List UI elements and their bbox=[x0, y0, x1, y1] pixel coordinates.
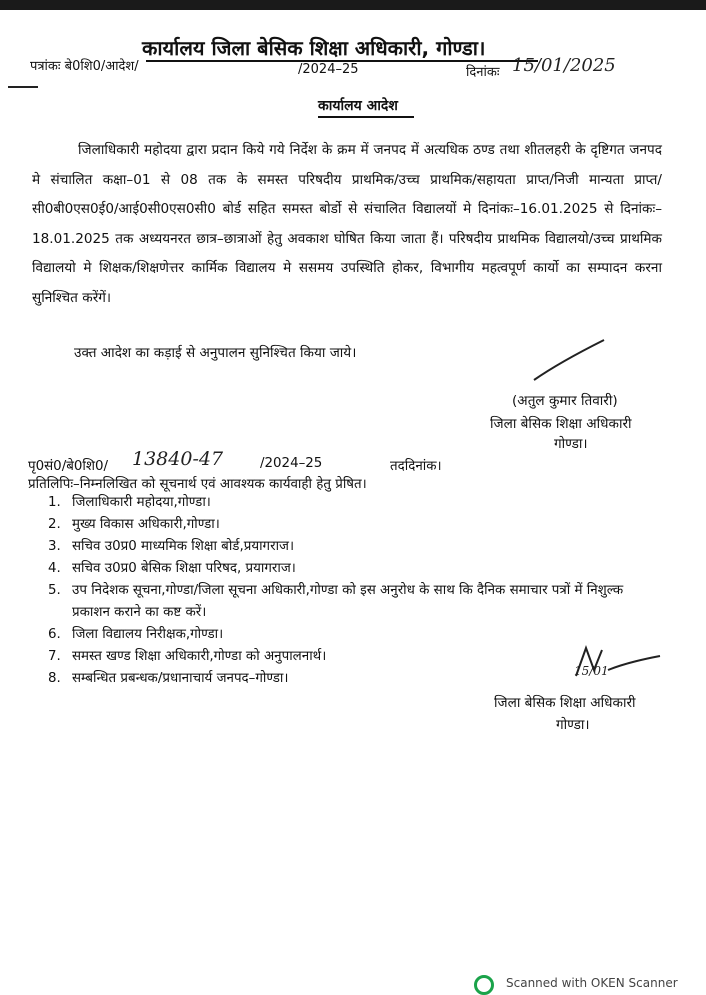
session-label: /2024–25 bbox=[298, 62, 359, 77]
signatory-place: गोण्डा। bbox=[554, 436, 588, 452]
office-title: कार्यालय जिला बेसिक शिक्षा अधिकारी, गोण्डा। bbox=[142, 36, 486, 60]
order-body bbox=[32, 136, 662, 313]
patrank-label: पत्रांकः बे0शि0/आदेश/ bbox=[30, 59, 139, 74]
list-item: 6. जिला विद्यालय निरीक्षक,गोण्डा। bbox=[48, 627, 224, 642]
signatory-name: (अतुल कुमार तिवारी) bbox=[512, 393, 618, 409]
signatory2-place: गोण्डा। bbox=[556, 717, 590, 733]
list-item: 2. मुख्य विकास अधिकारी,गोण्डा। bbox=[48, 517, 220, 532]
signatory-designation: जिला बेसिक शिक्षा अधिकारी bbox=[490, 416, 632, 432]
list-item: 4. सचिव उ0प्र0 बेसिक शिक्षा परिषद, प्रयागराज। bbox=[48, 561, 296, 576]
margin-mark bbox=[8, 86, 38, 88]
list-item: 5. उप निदेशक सूचना,गोण्डा/जिला सूचना अधिकारी,गोण्डा को इस अनुरोध के साथ कि दैनिक समाचार पत्रों में निशुल्क प्रकाशन कराने का कष्ट करें। bbox=[48, 583, 624, 620]
list-item: 3. सचिव उ0प्र0 माध्यमिक शिक्षा बोर्ड,प्रयागराज। bbox=[48, 539, 295, 554]
copy-ref-prefix: पृ0सं0/बे0शि0/ bbox=[28, 459, 108, 474]
dinank-handwritten: 15/01/2025 bbox=[512, 55, 616, 76]
tad-dinank: तददिनांक। bbox=[390, 459, 442, 474]
order-body-text: जिलाधिकारी महोदया द्वारा प्रदान किये गये निर्देश के क्रम में जनपद में अत्यधिक ठण्ड तथा शीतलहरी के दृष्टिगत जनपद मे संचालित कक्षा–01 से 08 तक के समस्त परिषदीय प्राथमिक/उच्च प्राथमिक/सहायता प्राप्त/निजी मान्यता प्राप्त/सी0बी0एस0ई0/आई0सी0एस0सी0 बोर्ड सहित समस्त बोर्डो से संचालित विद्यालयों मे दिनांकः–16.01.2025 से दिनांकः–18.01.2025 तक अध्ययनरत छात्र–छात्राओं हेतु अवकाश घोषित किया जाता हैं। परिषदीय प्राथमिक विद्यालयो/उच्च प्राथमिक विद्यालयो मे शिक्षक/शिक्षणेत्तर कार्मिक विद्यालय मे ससमय उपस्थिति होकर, विभागीय महत्वपूर्ण कार्यो का सम्पादन करना सुनिश्चित करेंगें। bbox=[32, 142, 662, 306]
signature-scribble-icon bbox=[530, 334, 610, 384]
heading-underline bbox=[318, 116, 414, 118]
signature-date-handwritten: 15/01 bbox=[574, 664, 609, 678]
list-item: 7. समस्त खण्ड शिक्षा अधिकारी,गोण्डा को अनुपालनार्थ। bbox=[48, 649, 327, 664]
dinank-label: दिनांकः bbox=[466, 65, 500, 80]
copy-ref-session: /2024–25 bbox=[260, 456, 323, 471]
order-heading: कार्यालय आदेश bbox=[318, 98, 398, 114]
top-dark-band bbox=[0, 0, 706, 10]
signatory2-designation: जिला बेसिक शिक्षा अधिकारी bbox=[494, 695, 636, 711]
list-item: 8. सम्बन्धित प्रबन्धक/प्रधानाचार्य जनपद–गोण्डा। bbox=[48, 671, 289, 686]
order-closing: उक्त आदेश का कड़ाई से अनुपालन सुनिश्चित किया जाये। bbox=[74, 345, 357, 361]
copy-intro: प्रतिलिपिः–निम्नलिखित को सूचनार्थ एवं आवश्यक कार्यवाही हेतु प्रेषित। bbox=[28, 477, 367, 492]
scanner-watermark: Scanned with OKEN Scanner bbox=[506, 976, 678, 990]
list-item: 1. जिलाधिकारी महोदया,गोण्डा। bbox=[48, 495, 211, 510]
copy-ref-handwritten: 13840-47 bbox=[132, 448, 224, 470]
scanner-logo-icon bbox=[474, 975, 494, 995]
